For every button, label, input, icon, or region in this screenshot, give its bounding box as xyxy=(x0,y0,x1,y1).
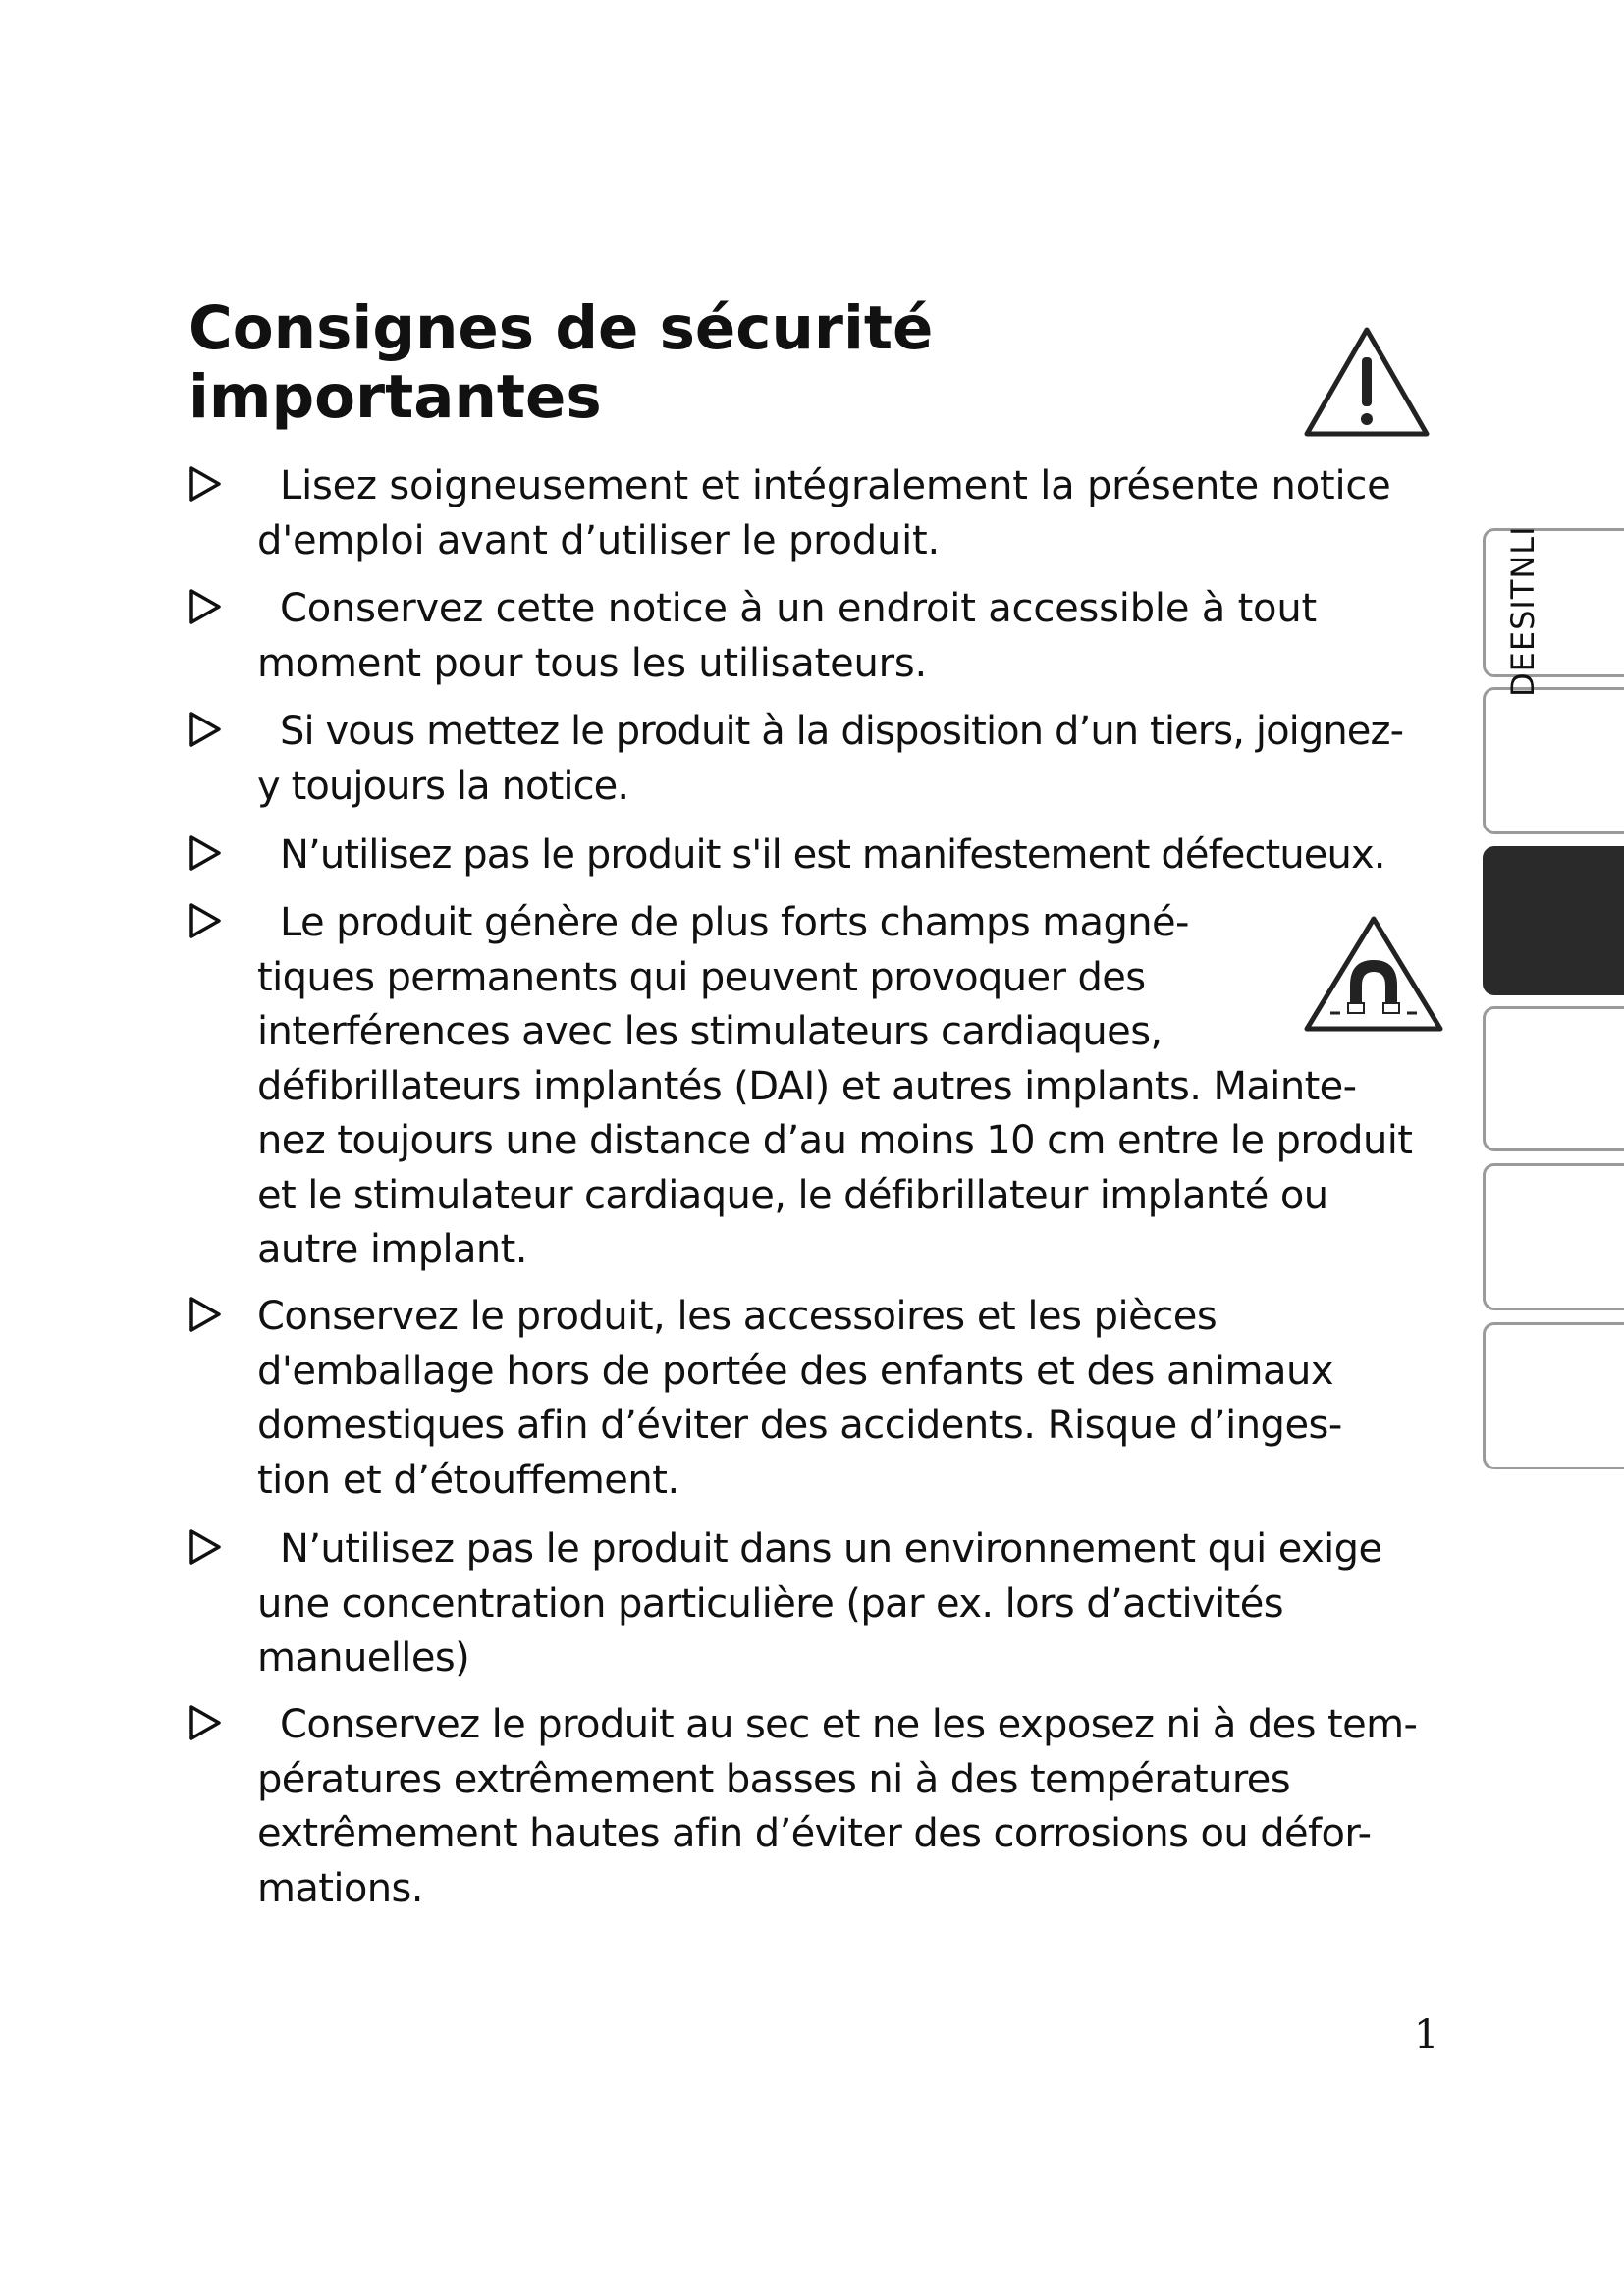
page-number: 1 xyxy=(1414,2012,1439,2057)
language-tab[interactable] xyxy=(1483,1163,1624,1310)
safety-item-text: Conservez le produit, les accessoires et les pièces d'emballage hors de portée des enfants et des animaux domestiques afin d’éviter des accidents. Risque d’inges- tion et d’étouffement. xyxy=(257,1294,1342,1503)
triangle-right-outline-icon xyxy=(189,902,222,939)
triangle-right-outline-icon xyxy=(189,834,222,872)
safety-item xyxy=(189,1698,1485,1916)
triangle-right-outline-icon xyxy=(189,1296,222,1333)
safety-item xyxy=(189,896,1485,1278)
safety-item-text: Si vous mettez le produit à la disposition d’un tiers, joignez- y toujours la notice. xyxy=(257,709,1404,809)
safety-item xyxy=(189,705,1485,814)
page-title xyxy=(189,294,1072,432)
language-tab[interactable] xyxy=(1483,687,1624,834)
safety-item xyxy=(189,582,1485,691)
safety-item-text: Lisez soigneusement et intégralement la présente notice d'emploi avant d’utiliser le produit. xyxy=(257,463,1391,563)
safety-item-text: Conservez le produit au sec et ne les exposez ni à des tem- pératures extrêmement basses ni à des températures extrêmement hautes afin d’éviter des corrosions ou défor- mations. xyxy=(257,1702,1418,1911)
triangle-right-outline-icon xyxy=(189,1528,222,1566)
warning-triangle-icon xyxy=(1301,324,1433,440)
safety-item-text: N’utilisez pas le produit dans un environnement qui exige une concentration particulière (par ex. lors d’activités manuelles) xyxy=(257,1526,1382,1681)
safety-item-text: N’utilisez pas le produit s'il est manifestement défectueux. xyxy=(280,832,1385,878)
language-tab[interactable] xyxy=(1483,1322,1624,1469)
safety-item xyxy=(189,828,1485,883)
title-line-2: importantes xyxy=(189,362,602,432)
title-line-1: Consignes de sécurité xyxy=(189,294,934,363)
safety-item xyxy=(189,1522,1485,1686)
triangle-right-outline-icon xyxy=(189,588,222,625)
safety-item-text: Le produit génère de plus forts champs magné- tiques permanents qui peuvent provoquer des interférences avec les stimulateurs cardiaques, défibrillateurs implantés (DAI) et autres implants. Mainte- nez toujours une distance d’au moins 10 cm entre le produit et le stimulateur cardiaque, le défibrillateur implanté ou autre implant. xyxy=(257,900,1413,1272)
safety-item xyxy=(189,1290,1485,1508)
triangle-right-outline-icon xyxy=(189,711,222,748)
language-tab[interactable] xyxy=(1483,1006,1624,1151)
language-tab-label: DEESITNLI xyxy=(1504,525,1542,697)
language-tab-active[interactable] xyxy=(1483,846,1624,995)
triangle-right-outline-icon xyxy=(189,1704,222,1741)
triangle-right-outline-icon xyxy=(189,465,222,503)
safety-item-text: Conservez cette notice à un endroit accessible à tout moment pour tous les utilisateurs. xyxy=(257,586,1317,686)
safety-item xyxy=(189,459,1485,568)
